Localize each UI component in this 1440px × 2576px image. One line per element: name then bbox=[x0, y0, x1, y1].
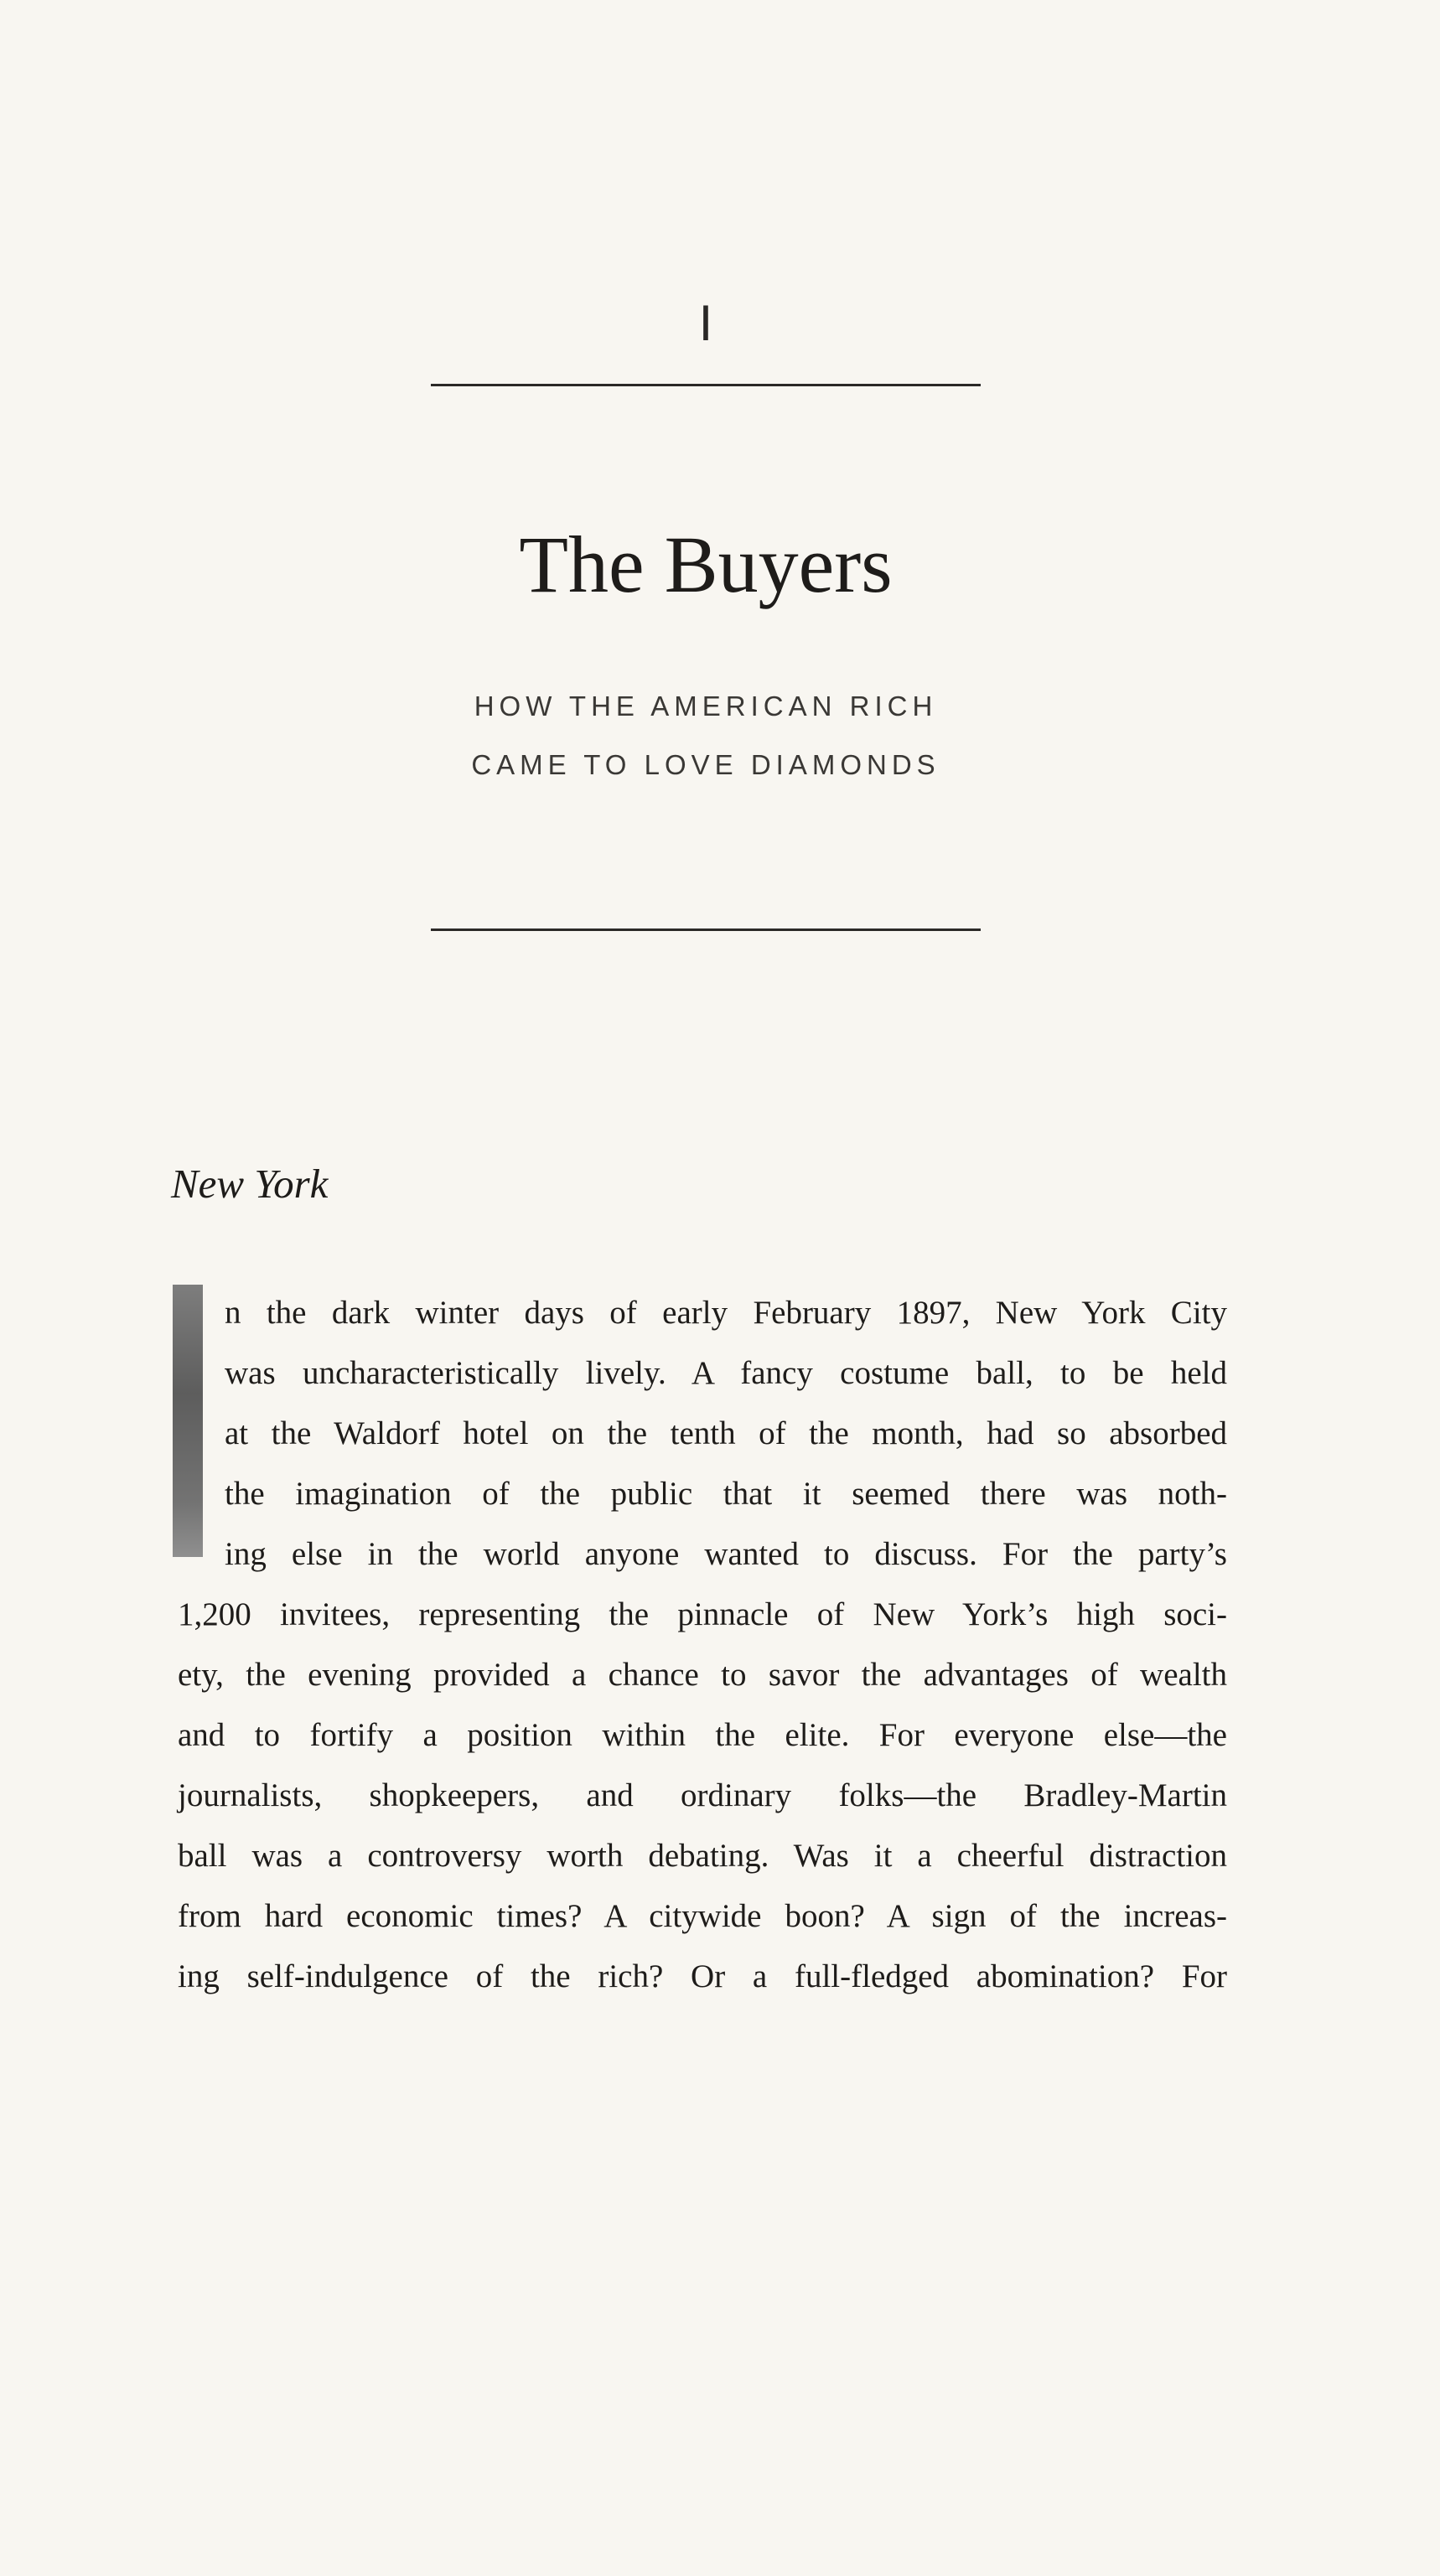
body-text-line: and to fortify a position within the elite. For everyone else—the bbox=[178, 1717, 1227, 1753]
body-text-line: was uncharacteristically lively. A fancy costume ball, to be held bbox=[225, 1355, 1227, 1391]
section-location-heading: New York bbox=[171, 1161, 329, 1207]
top-rule bbox=[431, 384, 981, 386]
drop-cap-initial bbox=[173, 1285, 203, 1557]
body-text-line: ety, the evening provided a chance to savor the advantages of wealth bbox=[178, 1657, 1227, 1693]
body-text-line: n the dark winter days of early February 1897, New York City bbox=[225, 1295, 1227, 1331]
body-text-line: ing self-indulgence of the rich? Or a full-fledged abomination? For bbox=[178, 1958, 1227, 1994]
chapter-subtitle-line-1: HOW THE AMERICAN RICH bbox=[474, 691, 938, 722]
body-text-line: 1,200 invitees, representing the pinnacle of New York’s high soci- bbox=[178, 1596, 1227, 1632]
bottom-rule bbox=[431, 928, 981, 931]
body-text-line: at the Waldorf hotel on the tenth of the month, had so absorbed bbox=[225, 1415, 1227, 1451]
chapter-title: The Buyers bbox=[519, 520, 893, 609]
body-text-line: journalists, shopkeepers, and ordinary folks—the Bradley-Martin bbox=[178, 1777, 1227, 1813]
chapter-number: I bbox=[698, 295, 713, 351]
chapter-subtitle-line-2: CAME TO LOVE DIAMONDS bbox=[471, 749, 940, 780]
body-text-line: ball was a controversy worth debating. Was it a cheerful distraction bbox=[178, 1838, 1227, 1874]
body-text-line: from hard economic times? A citywide boon? A sign of the increas- bbox=[178, 1898, 1227, 1934]
body-text-line: ing else in the world anyone wanted to discuss. For the party’s bbox=[225, 1536, 1227, 1572]
body-text-line: the imagination of the public that it seemed there was noth- bbox=[225, 1476, 1227, 1512]
